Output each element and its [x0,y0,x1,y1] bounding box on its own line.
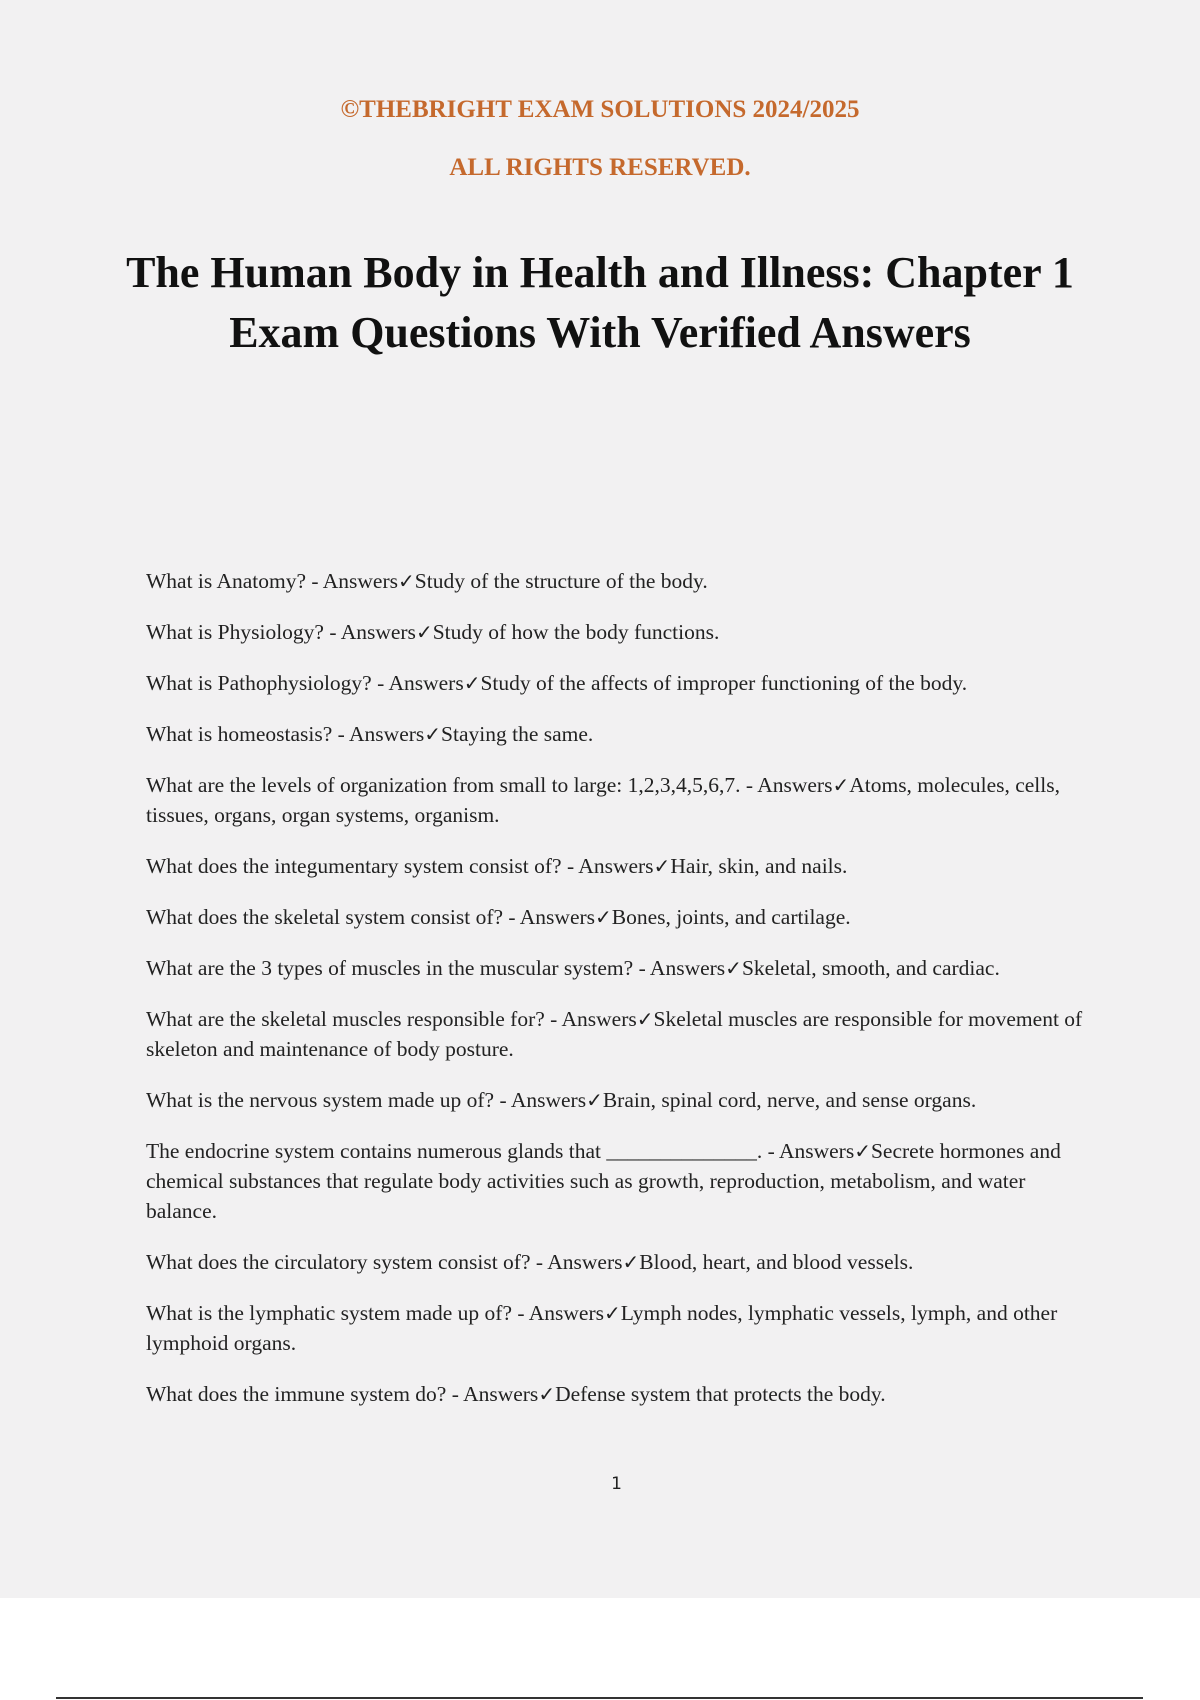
page-number: 1 [611,1474,622,1494]
question-text: What is the lymphatic system made up of? - [146,1301,529,1325]
answers-label: Answers [778,1139,855,1163]
qa-item [146,566,1091,596]
answer-text: Staying the same. [441,722,594,746]
qa-item [146,719,1091,749]
question-text: What are the 3 types of muscles in the muscular system? - [146,956,650,980]
answers-label: Answers [322,569,398,593]
checkmark-icon: ✓ [595,905,612,929]
qa-item [146,668,1091,698]
checkmark-icon: ✓ [398,569,415,593]
qa-item [146,770,1091,830]
checkmark-icon: ✓ [415,620,433,644]
checkmark-icon: ✓ [653,854,671,878]
checkmark-icon: ✓ [622,1250,640,1274]
question-text: What is Anatomy? - [146,569,323,593]
question-text: What does the integumentary system consist of? - [146,854,579,878]
question-text: What is homeostasis? - [146,722,350,746]
rights-reserved-header: ALL RIGHTS RESERVED. [449,154,751,181]
answers-label: Answers [340,620,416,644]
answer-text: Lymph nodes, lymphatic vessels, lymph, and other lymphoid organs. [146,1301,1058,1355]
question-text: What does the skeletal system consist of? - [146,905,520,929]
qa-item [146,617,1091,647]
question-text: What does the circulatory system consist of? - [146,1250,548,1274]
qa-item [146,902,1091,932]
checkmark-icon: ✓ [603,1301,621,1325]
qa-item [146,1379,1091,1409]
checkmark-icon: ✓ [463,671,481,695]
answer-text: Study of how the body functions. [432,620,720,644]
question-text: What does the immune system do? - [146,1382,464,1406]
answer-text: Brain, spinal cord, nerve, and sense organs. [602,1088,977,1112]
answer-text: Study of the affects of improper functioning of the body. [480,671,968,695]
checkmark-icon: ✓ [538,1382,556,1406]
question-text: What is the nervous system made up of? - [146,1088,511,1112]
qa-item [146,851,1091,881]
question-text: What is Physiology? - [146,620,341,644]
answer-text: Hair, skin, and nails. [670,854,848,878]
answer-text: Blood, heart, and blood vessels. [639,1250,914,1274]
qa-item [146,1298,1091,1358]
checkmark-icon: ✓ [832,773,850,797]
footer-rule [56,1697,1143,1699]
checkmark-icon: ✓ [725,956,742,980]
question-text: What are the skeletal muscles responsible for? - [146,1007,562,1031]
answer-text: Secrete hormones and chemical substances that regulate body activities such as growth, reproduction, metabolism, and water balance. [146,1139,1061,1223]
document-title: The Human Body in Health and Illness: Chapter 1 Exam Questions With Verified Answers [126,248,1074,357]
question-text: What is Pathophysiology? - [146,671,389,695]
qa-item [146,953,1091,983]
qa-item [146,1136,1091,1226]
question-text: What are the levels of organization from small to large: 1,2,3,4,5,6,7. - [146,773,758,797]
checkmark-icon: ✓ [586,1088,603,1112]
copyright-header: ©THEBRIGHT EXAM SOLUTIONS 2024/2025 [340,96,860,123]
answer-text: Defense system that protects the body. [555,1382,886,1406]
answers-label: Answers [388,671,464,695]
answers-label: Answers [349,722,425,746]
question-text: The endocrine system contains numerous glands that ______________. - [146,1139,779,1163]
checkmark-icon: ✓ [424,722,442,746]
answers-label: Answers [649,956,726,980]
answers-label: Answers [528,1301,604,1325]
qa-list [146,566,1091,1430]
answer-text: Skeletal muscles are responsible for movement of skeleton and maintenance of body posture. [146,1007,1083,1061]
answers-label: Answers [561,1007,637,1031]
answer-text: Skeletal, smooth, and cardiac. [741,956,1000,980]
answers-label: Answers [519,905,596,929]
answer-text: Bones, joints, and cartilage. [611,905,851,929]
answers-label: Answers [463,1382,539,1406]
checkmark-icon: ✓ [636,1007,654,1031]
qa-item [146,1004,1091,1064]
qa-item [146,1247,1091,1277]
checkmark-icon: ✓ [854,1139,871,1163]
answers-label: Answers [757,773,833,797]
answers-label: Answers [547,1250,623,1274]
answers-label: Answers [578,854,654,878]
answers-label: Answers [510,1088,587,1112]
answer-text: Atoms, molecules, cells, tissues, organs, organ systems, organism. [146,773,1060,827]
answer-text: Study of the structure of the body. [414,569,708,593]
qa-item [146,1085,1091,1115]
